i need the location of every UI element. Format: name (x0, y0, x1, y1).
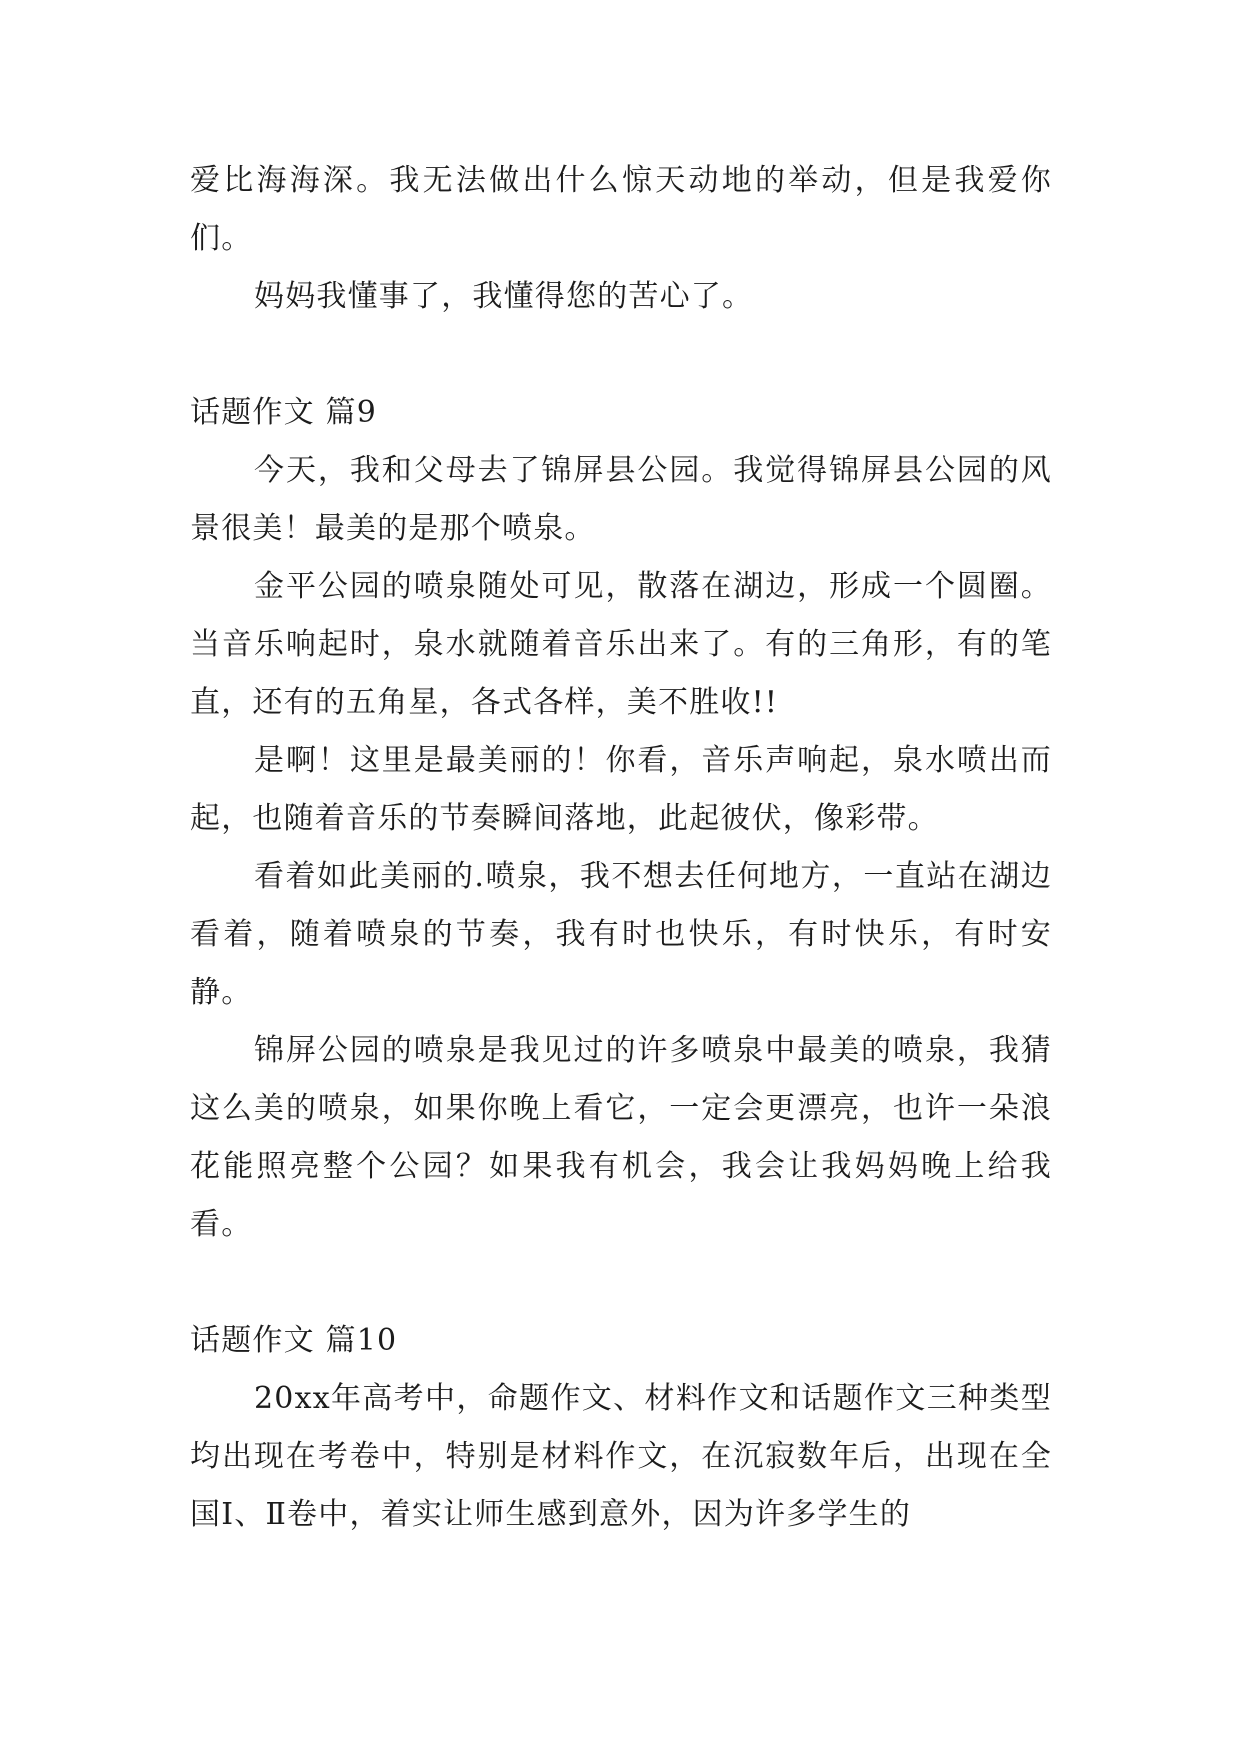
paragraph: 是啊！这里是最美丽的！你看，音乐声响起，泉水喷出而起，也随着音乐的节奏瞬间落地，此起彼伏，像彩带。 (190, 743, 1052, 836)
document-body (190, 152, 1052, 1544)
paragraph: 锦屏公园的喷泉是我见过的许多喷泉中最美的喷泉，我猜这么美的喷泉，如果你晚上看它，一定会更漂亮，也许一朵浪花能照亮整个公园？如果我有机会，我会让我妈妈晚上给我看。 (190, 1033, 1052, 1242)
section-title-9: 话题作文 篇9 (190, 395, 378, 430)
paragraph: 金平公园的喷泉随处可见，散落在湖边，形成一个圆圈。当音乐响起时，泉水就随着音乐出来了。有的三角形，有的笔直，还有的五角星，各式各样，美不胜收!! (190, 569, 1052, 720)
section-spacer (190, 326, 1052, 384)
section-title-10: 话题作文 篇10 (190, 1323, 398, 1358)
paragraph-continued: 爱比海海深。我无法做出什么惊天动地的举动，但是我爱你们。 (190, 163, 1052, 256)
paragraph: 看着如此美丽的.喷泉，我不想去任何地方，一直站在湖边看着，随着喷泉的节奏，我有时也快乐，有时快乐，有时安静。 (190, 859, 1052, 1010)
paragraph: 妈妈我懂事了，我懂得您的苦心了。 (254, 279, 754, 314)
paragraph: 20xx年高考中，命题作文、材料作文和话题作文三种类型均出现在考卷中，特别是材料作文，在沉寂数年后，出现在全国Ⅰ、Ⅱ卷中，着实让师生感到意外，因为许多学生的 (190, 1381, 1052, 1532)
paragraph: 今天，我和父母去了锦屏县公园。我觉得锦屏县公园的风景很美！最美的是那个喷泉。 (190, 453, 1052, 546)
section-spacer (190, 1254, 1052, 1312)
